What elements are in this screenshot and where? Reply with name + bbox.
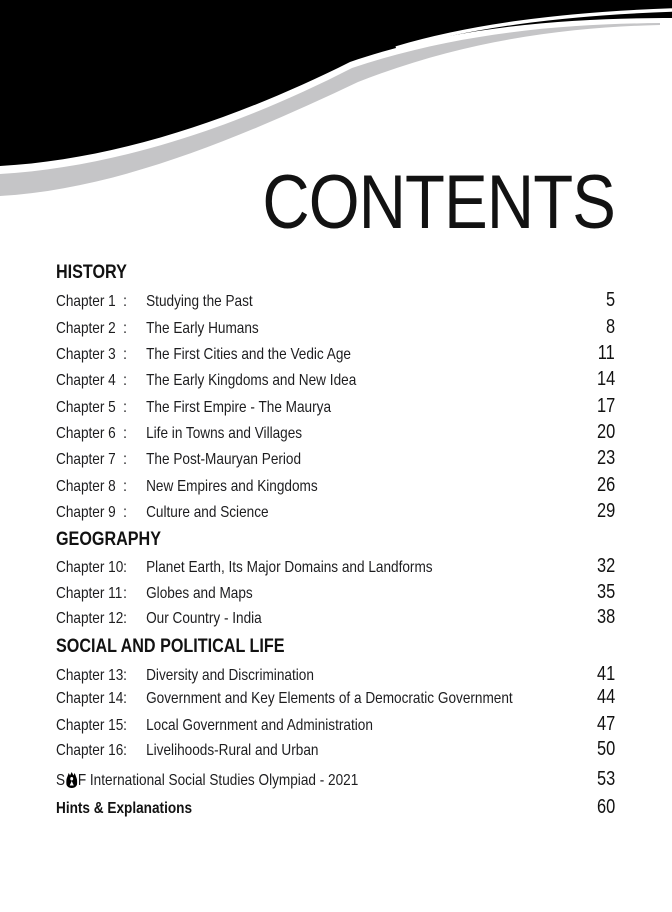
page-number: 23 [596,447,615,469]
toc-row [56,342,615,365]
toc-row [56,289,615,312]
chapter-title: Diversity and Discrimination [146,667,314,684]
page-number: 60 [596,796,615,818]
chapter-separator: : [123,372,127,389]
chapter-label: Chapter 6 [56,425,116,442]
chapter-title: The Early Humans [146,320,259,337]
chapter-label: Chapter 12 [56,610,124,627]
chapter-label: Chapter 9 [56,504,116,521]
page-number: 41 [596,663,615,685]
hints-title: Hints & Explanations [56,800,193,817]
chapter-label: Chapter 2 [56,320,116,337]
section-heading-geography: GEOGRAPHY [56,529,162,550]
toc-row [56,421,615,444]
page-number: 44 [596,686,615,708]
chapter-label: Chapter 11 [56,585,123,602]
toc-row [56,474,615,497]
toc-row [56,581,615,604]
page-title: CONTENTS [262,160,615,245]
chapter-title: Our Country - India [146,610,262,627]
toc-row [56,316,615,339]
toc-row [56,738,615,761]
toc-row [56,500,615,523]
chapter-separator: : [123,690,127,707]
chapter-label: Chapter 10 [56,559,124,576]
chapter-title: Globes and Maps [146,585,253,602]
chapter-separator: : [123,504,127,521]
chapter-title: Planet Earth, Its Major Domains and Landforms [146,559,433,576]
chapter-title: Government and Key Elements of a Democratic Government [146,690,513,707]
toc-row [56,447,615,470]
olympiad-row [56,768,615,791]
chapter-label: Chapter 3 [56,346,116,363]
hints-row [56,796,615,819]
section-heading-social-political: SOCIAL AND POLITICAL LIFE [56,636,285,657]
olympiad-text-post: F International Social Studies Olympiad - 2021 [77,772,359,789]
toc-row [56,606,615,629]
chapter-separator: : [123,559,127,576]
page-number: 53 [596,768,615,790]
toc-row [56,686,615,709]
section-heading-history: HISTORY [56,262,127,283]
chapter-separator: : [123,320,127,337]
chapter-title: The Early Kingdoms and New Idea [146,372,357,389]
chapter-separator: : [123,346,127,363]
chapter-title: The Post-Mauryan Period [146,451,302,468]
chapter-separator: : [123,610,127,627]
page-number: 50 [596,738,615,760]
chapter-label: Chapter 16 [56,742,124,759]
page-number: 20 [596,421,615,443]
page-number: 32 [596,555,615,577]
chapter-separator: : [123,451,127,468]
chapter-title: Local Government and Administration [146,717,373,734]
chapter-label: Chapter 7 [56,451,116,468]
chapter-title: Culture and Science [146,504,269,521]
chapter-separator: : [123,425,127,442]
page-number: 8 [605,316,615,338]
chapter-separator: : [123,717,127,734]
olympiad-text-pre: S [56,772,66,789]
page-number: 35 [596,581,615,603]
chapter-separator: : [123,667,127,684]
chapter-label: Chapter 5 [56,399,116,416]
page-number: 14 [596,368,615,390]
page-number: 38 [596,606,615,628]
sof-logo-icon [66,772,77,788]
chapter-separator: : [123,399,127,416]
chapter-label: Chapter 14 [56,690,124,707]
chapter-label: Chapter 4 [56,372,116,389]
chapter-separator: : [123,293,127,310]
chapter-label: Chapter 1 [56,293,116,310]
chapter-separator: : [123,742,127,759]
chapter-title: Life in Towns and Villages [146,425,303,442]
page-number: 29 [596,500,615,522]
toc-row [56,368,615,391]
page-number: 17 [596,395,615,417]
page-number: 26 [596,474,615,496]
chapter-label: Chapter 15 [56,717,124,734]
chapter-separator: : [123,478,127,495]
chapter-title: Livelihoods-Rural and Urban [146,742,319,759]
page-number: 11 [597,342,615,364]
page-number: 47 [596,713,615,735]
toc-row [56,555,615,578]
chapter-separator: : [123,585,127,602]
toc-row [56,663,615,686]
chapter-title: New Empires and Kingdoms [146,478,318,495]
toc-row [56,395,615,418]
toc-row [56,713,615,736]
chapter-title: Studying the Past [146,293,253,310]
chapter-label: Chapter 13 [56,667,124,684]
page-number: 5 [605,289,615,311]
chapter-title: The First Empire - The Maurya [146,399,332,416]
chapter-title: The First Cities and the Vedic Age [146,346,351,363]
chapter-label: Chapter 8 [56,478,116,495]
